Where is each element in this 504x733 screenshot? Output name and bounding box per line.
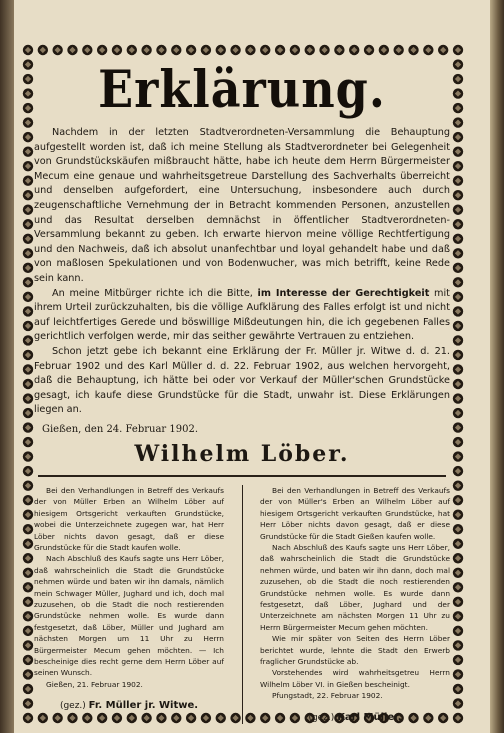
border-ornament — [23, 175, 33, 185]
border-ornament — [23, 611, 33, 621]
border-ornament — [23, 335, 33, 345]
right-paragraph-3: Wie mir später von Seiten des Herrn Löber berichtet wurde, lehnte die Stadt den Erwerb fraglicher Grundstücke ab. — [260, 634, 450, 666]
border-ornament — [453, 495, 463, 505]
left-sig-prefix: (gez.) — [59, 701, 86, 712]
border-ornament — [23, 219, 33, 229]
border-ornament — [453, 59, 463, 69]
declaration-right — [260, 485, 450, 724]
left-paragraph-2: Nach Abschluß des Kaufs sagte uns Herr Löber, daß wahrscheinlich die Stadt die Grundstücke nehmen würde und baten wir ihn damals, nämlich mein Schwager Müller, Jughard und ich, doch mal zuzusehen, ob die Stadt die noch restierenden Grundstücke nehmen wolle. Es wurde dann festgesetzt, daß Löber, Müller und Jughard am nächsten Morgen um 11 Uhr zu Herrn Bürgermeister Mecum gehen möchten. — Ich bescheinige dies recht gerne dem Herrn Löber auf seinen Wunsch. — [34, 554, 224, 678]
left-sig-name: Fr. Müller jr. Witwe. — [88, 700, 199, 712]
border-ornament — [453, 146, 463, 156]
attached-declarations — [34, 485, 450, 724]
border-ornament — [112, 45, 122, 55]
border-ornament — [319, 45, 329, 55]
border-ornament — [23, 393, 33, 403]
border-ornament — [453, 161, 463, 171]
border-ornament — [423, 45, 433, 55]
border-ornament — [23, 684, 33, 694]
border-ornament — [453, 553, 463, 563]
border-ornament — [38, 45, 48, 55]
announcement-body — [34, 126, 450, 418]
border-ornament — [453, 626, 463, 636]
border-ornament — [23, 161, 33, 171]
border-ornament — [453, 88, 463, 98]
border-ornament — [453, 364, 463, 374]
border-ornament — [23, 568, 33, 578]
border-ornament — [453, 480, 463, 490]
right-sig-name: Karl Müller. — [337, 711, 402, 723]
border-ornament — [260, 45, 270, 55]
border-ornament — [453, 524, 463, 534]
border-ornament — [127, 45, 137, 55]
border-ornament — [438, 45, 448, 55]
border-ornament — [23, 509, 33, 519]
border-ornament — [453, 117, 463, 127]
border-ornament — [23, 205, 33, 215]
border-ornament — [23, 132, 33, 142]
border-ornament — [453, 568, 463, 578]
page-edge — [490, 0, 504, 733]
border-ornament — [23, 655, 33, 665]
announcement-date: Gießen, den 24. Februar 1902. — [42, 423, 199, 435]
border-ornament — [453, 248, 463, 258]
border-ornament — [23, 524, 33, 534]
border-ornament — [453, 684, 463, 694]
paragraph-2-start: An meine Mitbürger richte ich die Bitte, — [52, 287, 258, 299]
border-ornament — [379, 45, 389, 55]
border-ornament — [23, 480, 33, 490]
border-ornament — [23, 698, 33, 708]
right-paragraph-2: Nach Abschluß des Kaufs sagte uns Herr Löber, daß wahrscheinlich die Stadt die Grundstücke nehmen würde, und baten wir ihn dann, doch mal zuzusehen, ob die Stadt die noch restierenden Grundstücke nehmen wolle. Es wurde dann festgesetzt, daß Löber, Jughard und der Unterzeichnete am nächsten Morgen 11 Uhr zu Herrn Bürgermeister Mecum gehen möchten. — [260, 542, 450, 632]
border-ornament — [453, 669, 463, 679]
border-ornament — [23, 640, 33, 650]
border-ornament — [290, 45, 300, 55]
border-ornament — [453, 698, 463, 708]
divider-rule — [38, 475, 446, 477]
border-ornament — [216, 45, 226, 55]
border-ornament — [186, 45, 196, 55]
announcement-signature: Wilhelm Löber. — [134, 440, 350, 467]
border-ornament — [230, 45, 240, 55]
border-ornament — [453, 175, 463, 185]
border-ornament — [23, 495, 33, 505]
border-ornament — [23, 626, 33, 636]
border-ornament — [23, 306, 33, 316]
paragraph-2 — [34, 287, 450, 345]
border-ornament — [453, 219, 463, 229]
border-ornament — [23, 437, 33, 447]
right-paragraph-1: Bei den Verhandlungen in Betreff des Verkaufs der von Müller's Erben an Wilhelm Löber auf hiesigem Ortsgericht verkauften Grundstücke, hat Herr Löber nichts davon gesagt, daß er diese Grundstücke für die Stadt Gießen kaufen wolle. — [260, 485, 450, 541]
border-ornament — [453, 713, 463, 723]
border-ornament — [453, 350, 463, 360]
right-date: Pfungstadt, 22. Februar 1902. — [272, 691, 383, 701]
border-ornament — [349, 45, 359, 55]
border-ornament — [23, 190, 33, 200]
border-ornament — [453, 408, 463, 418]
right-signature — [260, 712, 450, 724]
left-date: Gießen, 21. Februar 1902. — [46, 679, 143, 689]
border-ornament — [453, 306, 463, 316]
border-ornament — [275, 45, 285, 55]
border-ornament — [23, 466, 33, 476]
border-ornament — [97, 45, 107, 55]
border-ornament — [23, 263, 33, 273]
left-signature — [34, 700, 224, 712]
border-ornament — [23, 422, 33, 432]
border-ornament — [453, 234, 463, 244]
border-ornament — [453, 582, 463, 592]
declaration-left — [34, 485, 224, 724]
border-ornament — [201, 45, 211, 55]
border-ornament — [23, 597, 33, 607]
border-ornament — [23, 408, 33, 418]
border-ornament — [23, 88, 33, 98]
border-ornament — [23, 117, 33, 127]
border-ornament — [453, 655, 463, 665]
border-ornament — [453, 597, 463, 607]
border-ornament — [23, 234, 33, 244]
border-ornament — [23, 248, 33, 258]
border-ornament — [23, 379, 33, 389]
paragraph-1: Nachdem in der letzten Stadtverordneten-Versammlung die Behauptung aufgestellt worden ist, daß ich meine Stellung als Stadtverordneter bei Gelegenheit von Grundstückskäufen mißbraucht hätte, habe ich heute dem Herrn Bürgermeister Mecum eine genaue und wahrheitsgetreue Darstellung des Sachverhalts überreicht und denselben aufgefordert, eine Untersuchung, insbesondere auch durch zeugenschaftliche Vernehmung der in Betracht kommenden Personen, anzustellen und das Resultat derselben demnächst in öffentlicher Stadtverordneten-Versammlung bekannt zu geben. Ich erwarte hiervon meine völlige Rechtfertigung und den Nachweis, daß ich absolut unanfechtbar und loyal gehandelt habe und daß von maßlosen Spekulationen und von Bodenwucher, was mich betrifft, keine Rede sein kann. — [34, 127, 450, 284]
border-ornament — [23, 103, 33, 113]
binding-gutter — [0, 0, 14, 733]
border-ornament — [364, 45, 374, 55]
border-ornament — [453, 539, 463, 549]
border-ornament — [23, 45, 33, 55]
right-paragraph-4: Vorstehendes wird wahrheitsgetreu Herrn Wilhelm Löber VI. in Gießen bescheinigt. — [260, 668, 450, 689]
border-ornament — [453, 45, 463, 55]
border-ornament — [305, 45, 315, 55]
border-ornament — [245, 45, 255, 55]
border-ornament — [453, 190, 463, 200]
border-ornament — [23, 713, 33, 723]
border-ornament — [52, 45, 62, 55]
border-ornament — [453, 103, 463, 113]
border-ornament — [453, 422, 463, 432]
border-ornament — [23, 146, 33, 156]
border-ornament — [453, 509, 463, 519]
border-ornament — [23, 350, 33, 360]
border-ornament — [453, 277, 463, 287]
border-ornament — [453, 74, 463, 84]
border-ornament — [453, 263, 463, 273]
border-ornament — [453, 335, 463, 345]
paragraph-3: Schon jetzt gebe ich bekannt eine Erklärung der Fr. Müller jr. Witwe d. d. 21. Februar 1902 und des Karl Müller d. d. 22. Februar 1902, aus welchen hervorgeht, daß die Behauptung, ich hätte bei oder vor Verkauf der Müller'schen Grundstücke gesagt, ich kaufe diese Grundstücke für die Stadt, unwahr ist. Diese Erklärungen liegen an. — [34, 345, 450, 416]
border-ornament — [23, 59, 33, 69]
announcement-title: Erklärung. — [98, 58, 386, 120]
paragraph-2-end: mit ihrem Urteil zurückzuhalten, bis die völlige Aufklärung des Falles erfolgt ist und nicht auf leichtfertiges Gerede und böswillige Mißdeutungen hin, die ich gegebenen Falles gerichtlich verfolgen werde, mir das seither gewährte Vertrauen zu entziehen. — [34, 287, 450, 343]
border-ornament — [82, 45, 92, 55]
border-ornament — [67, 45, 77, 55]
announcement — [34, 58, 450, 723]
border-ornament — [171, 45, 181, 55]
border-ornament — [23, 582, 33, 592]
border-ornament — [453, 132, 463, 142]
border-ornament — [453, 292, 463, 302]
border-ornament — [23, 669, 33, 679]
border-ornament — [453, 451, 463, 461]
border-ornament — [393, 45, 403, 55]
border-ornament — [453, 321, 463, 331]
border-ornament — [453, 393, 463, 403]
border-ornament — [408, 45, 418, 55]
left-paragraph-1: Bei den Verhandlungen in Betreff des Verkaufs der von Müller Erben an Wilhelm Löber auf hiesigem Ortsgericht verkauften Grundstücke, wobei die Unterzeichnete zugegen war, hat Herr Löber nichts davon gesagt, daß er diese Grundstücke für die Stadt kaufen wolle. — [34, 485, 224, 552]
border-ornament — [453, 379, 463, 389]
border-ornament — [23, 451, 33, 461]
border-ornament — [23, 277, 33, 287]
right-sig-prefix: (gez.) — [308, 712, 335, 723]
border-ornament — [141, 45, 151, 55]
border-ornament — [453, 205, 463, 215]
border-ornament — [156, 45, 166, 55]
border-ornament — [23, 539, 33, 549]
border-ornament — [23, 292, 33, 302]
border-ornament — [334, 45, 344, 55]
column-divider — [242, 485, 243, 724]
border-ornament — [453, 437, 463, 447]
border-ornament — [23, 553, 33, 563]
border-ornament — [23, 321, 33, 331]
border-ornament — [23, 74, 33, 84]
border-ornament — [453, 466, 463, 476]
border-ornament — [23, 364, 33, 374]
border-ornament — [453, 640, 463, 650]
paragraph-2-emphasis: im Interesse der Gerechtigkeit — [257, 287, 430, 299]
border-ornament — [453, 611, 463, 621]
